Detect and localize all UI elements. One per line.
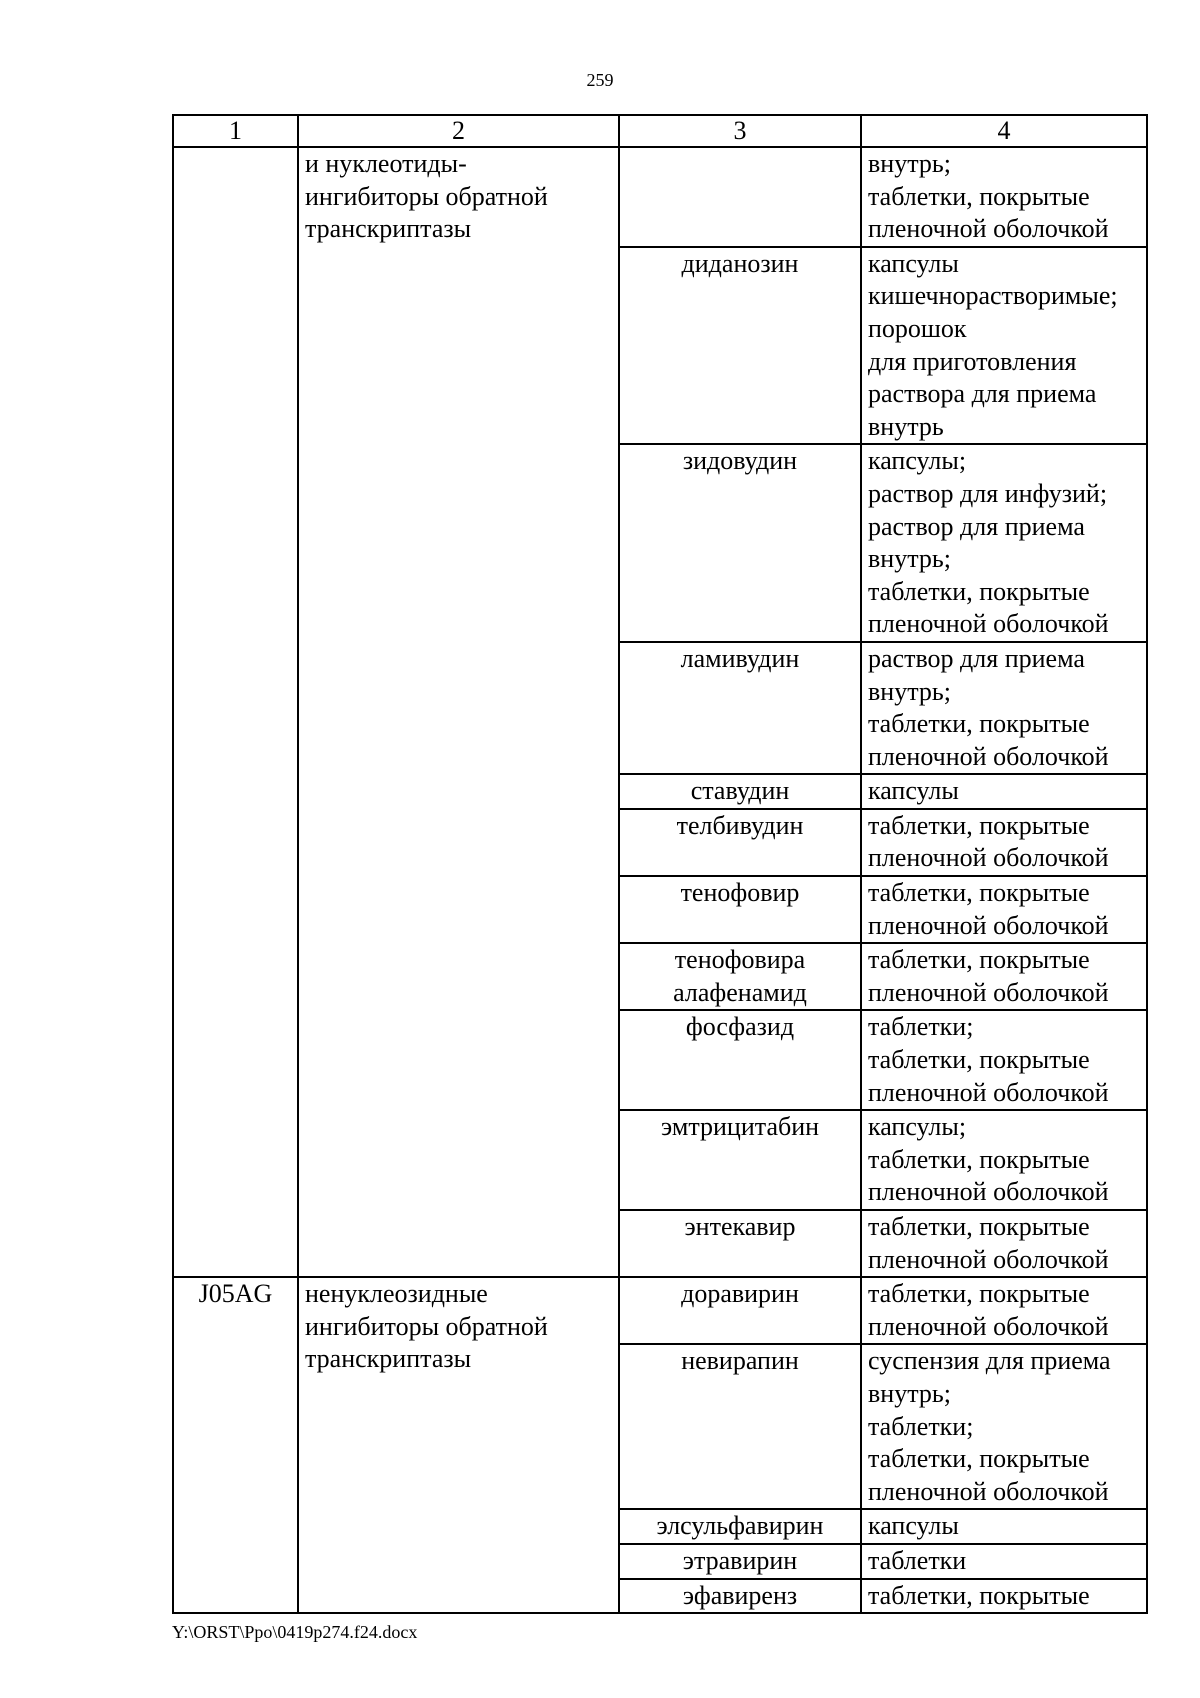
- column-header-3: 3: [619, 115, 861, 147]
- drug-name-cell: ставудин: [619, 774, 861, 809]
- drug-name-cell: элсульфавирин: [619, 1509, 861, 1544]
- page-number: 259: [586, 70, 614, 90]
- table-row: [173, 1277, 1147, 1344]
- drug-name-cell: ламивудин: [619, 642, 861, 774]
- atc-code-cell: [173, 147, 298, 1277]
- drug-name-cell: невирапин: [619, 1344, 861, 1509]
- column-header-2: 2: [298, 115, 619, 147]
- dosage-form-cell: таблетки, покрытые пленочной оболочкой: [861, 809, 1147, 876]
- dosage-form-cell: таблетки: [861, 1544, 1147, 1579]
- dosage-form-cell: капсулы; таблетки, покрытые пленочной оболочкой: [861, 1110, 1147, 1210]
- group-name-cell: и нуклеотиды- ингибиторы обратной транскриптазы: [298, 147, 619, 1277]
- table-row: [173, 147, 1147, 247]
- drug-name-cell: фосфазид: [619, 1010, 861, 1110]
- dosage-form-cell: капсулы; раствор для инфузий; раствор для приема внутрь; таблетки, покрытые пленочной оболочкой: [861, 444, 1147, 642]
- drug-name-cell: тенофовира алафенамид: [619, 943, 861, 1010]
- drug-name-cell: эфавиренз: [619, 1579, 861, 1614]
- drug-table: [172, 114, 1148, 1614]
- drug-name-cell: энтекавир: [619, 1210, 861, 1277]
- drug-name-cell: этравирин: [619, 1544, 861, 1579]
- group-name-cell: ненуклеозидные ингибиторы обратной транскриптазы: [298, 1277, 619, 1613]
- dosage-form-cell: суспензия для приема внутрь; таблетки; таблетки, покрытые пленочной оболочкой: [861, 1344, 1147, 1509]
- dosage-form-cell: таблетки, покрытые пленочной оболочкой: [861, 876, 1147, 943]
- dosage-form-cell: таблетки, покрытые: [861, 1579, 1147, 1614]
- drug-name-cell: телбивудин: [619, 809, 861, 876]
- table-header-row: [173, 115, 1147, 147]
- atc-code-cell: J05AG: [173, 1277, 298, 1613]
- drug-name-cell: тенофовир: [619, 876, 861, 943]
- footer-file-path: Y:\ORST\Ppo\0419p274.f24.docx: [172, 1622, 418, 1642]
- drug-name-cell: эмтрицитабин: [619, 1110, 861, 1210]
- dosage-form-cell: капсулы: [861, 774, 1147, 809]
- dosage-form-cell: таблетки, покрытые пленочной оболочкой: [861, 1210, 1147, 1277]
- dosage-form-cell: таблетки, покрытые пленочной оболочкой: [861, 943, 1147, 1010]
- drug-name-cell: доравирин: [619, 1277, 861, 1344]
- column-header-4: 4: [861, 115, 1147, 147]
- dosage-form-cell: капсулы: [861, 1509, 1147, 1544]
- drug-name-cell: зидовудин: [619, 444, 861, 642]
- dosage-form-cell: раствор для приема внутрь; таблетки, покрытые пленочной оболочкой: [861, 642, 1147, 774]
- drug-name-cell: [619, 147, 861, 247]
- dosage-form-cell: капсулы кишечнорастворимые; порошок для приготовления раствора для приема внутрь: [861, 247, 1147, 445]
- dosage-form-cell: таблетки; таблетки, покрытые пленочной оболочкой: [861, 1010, 1147, 1110]
- dosage-form-cell: внутрь; таблетки, покрытые пленочной оболочкой: [861, 147, 1147, 247]
- column-header-1: 1: [173, 115, 298, 147]
- dosage-form-cell: таблетки, покрытые пленочной оболочкой: [861, 1277, 1147, 1344]
- drug-name-cell: диданозин: [619, 247, 861, 445]
